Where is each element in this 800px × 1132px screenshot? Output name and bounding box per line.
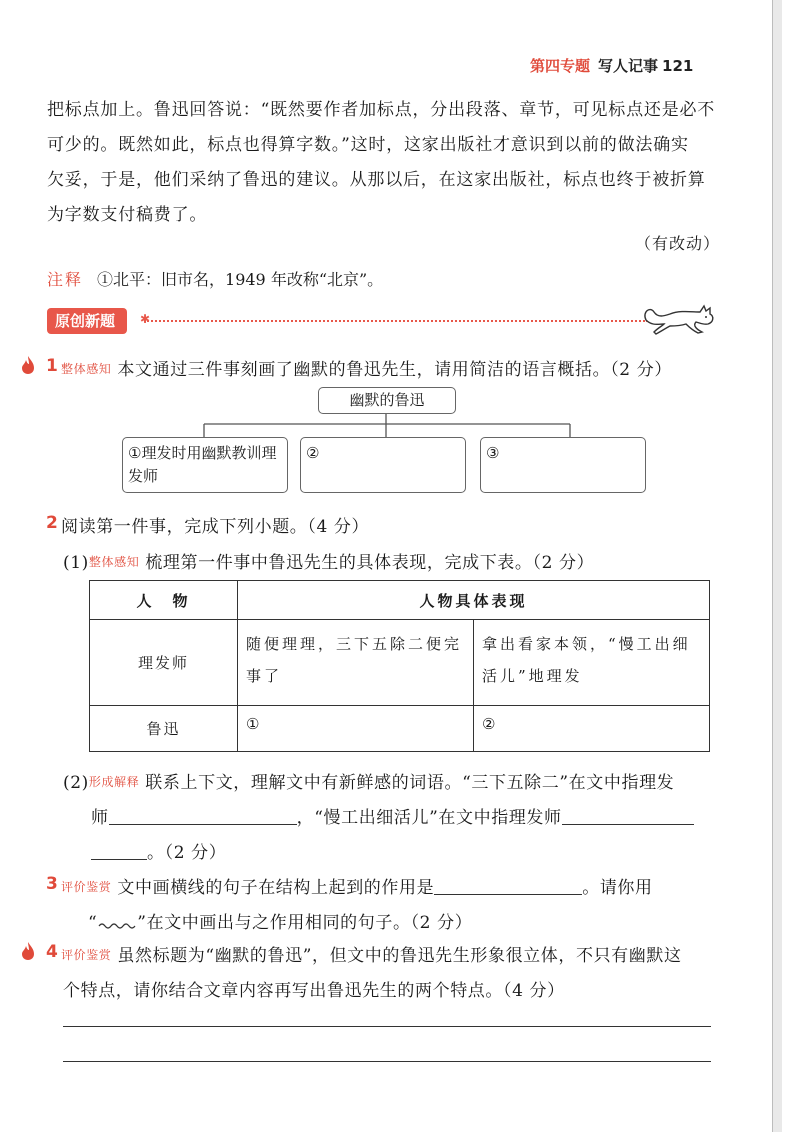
table-header-person: 人 物	[90, 581, 238, 620]
mindmap-branch-1: ①理发时用幽默教训理发师	[122, 437, 288, 493]
question-2-2-text-c: 。（2 分）	[147, 843, 227, 863]
mindmap-root: 幽默的鲁迅	[318, 387, 456, 414]
question-number-1: 1	[46, 356, 58, 376]
answer-blank[interactable]	[562, 808, 694, 825]
table-answer-cell[interactable]: ①	[238, 706, 474, 752]
answer-line[interactable]	[63, 1026, 711, 1027]
question-2-2-line-1	[63, 768, 674, 793]
table-cell-person: 理发师	[90, 620, 238, 706]
table-cell-person: 鲁迅	[90, 706, 238, 752]
behavior-table	[89, 580, 710, 752]
question-2-1-tag: 整体感知	[88, 555, 140, 569]
section-banner: 原创新题	[47, 308, 127, 334]
footnote-label: 注释	[47, 270, 84, 289]
question-2-2-text-b: ，“慢工出细活儿”在文中指理发师	[296, 808, 562, 828]
table-answer-cell[interactable]: ②	[474, 706, 710, 752]
question-4-tag: 评价鉴赏	[61, 948, 112, 962]
answer-blank[interactable]	[91, 843, 147, 860]
question-2-text: 阅读第一件事，完成下列小题。（4 分）	[61, 517, 370, 537]
passage-line-2: 可少的。既然如此，标点也得算字数。”这时，这家出版社才意识到以前的做法确实	[47, 135, 689, 155]
question-2-2-line-2	[91, 803, 694, 828]
passage-line-1: 把标点加上。鲁迅回答说：“既然要作者加标点，分出段落、章节，可见标点还是必不	[47, 100, 716, 120]
question-3-text-d: ”在文中画出与之作用相同的句子。（2 分）	[137, 913, 473, 933]
question-3-text-c: “	[88, 913, 98, 933]
table-row	[90, 620, 710, 706]
question-4-text-a: 虽然标题为“幽默的鲁迅”，但文中的鲁迅先生形象很立体，不只有幽默这	[117, 946, 682, 966]
passage-line-4: 为字数支付稿费了。	[47, 205, 208, 225]
footnote-text: ①北平：旧市名，1949 年改称“北京”。	[97, 270, 384, 289]
answer-blank[interactable]	[434, 878, 582, 895]
question-2-1-prefix: (1)	[63, 553, 89, 573]
question-number-2: 2	[46, 513, 58, 533]
table-row	[90, 706, 710, 752]
question-3-text-a: 文中画横线的句子在结构上起到的作用是	[117, 878, 435, 898]
table-cell: 拿出看家本领，“慢工出细活儿”地理发	[474, 620, 710, 706]
question-2-2-line-3	[91, 838, 226, 863]
question-number-4: 4	[46, 942, 58, 962]
question-4-line-2: 个特点，请你结合文章内容再写出鲁迅先生的两个特点。（4 分）	[63, 981, 565, 1001]
passage-line-3: 欠妥，于是，他们采纳了鲁迅的建议。从那以后，在这家出版社，标点也终于被折算	[47, 170, 706, 190]
question-2-2-text-a: 师	[91, 808, 109, 828]
question-3-line-2	[88, 908, 472, 933]
question-2-2-prefix: (2)	[63, 773, 89, 793]
question-3-text-b: 。请你用	[582, 878, 653, 898]
question-2-1-prompt: 梳理第一件事中鲁迅先生的具体表现，完成下表。（2 分）	[145, 553, 595, 573]
table-header-behavior: 人物具体表现	[238, 581, 710, 620]
question-number-3: 3	[46, 874, 58, 894]
wavy-line-icon	[97, 920, 137, 930]
header-title: 写人记事	[598, 57, 659, 75]
question-4-line-1	[61, 941, 682, 966]
table-cell: 随便理理，三下五除二便完事了	[238, 620, 474, 706]
header-topic: 第四专题	[530, 57, 591, 75]
question-1-prompt: 本文通过三件事刻画了幽默的鲁迅先生，请用简洁的语言概括。（2 分）	[117, 360, 672, 380]
revised-note: （有改动）	[635, 234, 721, 253]
difficulty-flame-icon	[22, 942, 34, 960]
mindmap-connectors	[0, 0, 800, 500]
question-2-2-tag: 形成解释	[88, 775, 140, 789]
mindmap-branch-2[interactable]: ②	[300, 437, 466, 493]
mindmap-branch-3[interactable]: ③	[480, 437, 646, 493]
banner-star-icon: ✱	[140, 312, 151, 326]
answer-blank[interactable]	[109, 808, 297, 825]
question-1-tag: 整体感知	[61, 362, 112, 376]
answer-line[interactable]	[63, 1061, 711, 1062]
page-number: 121	[662, 57, 694, 75]
question-3-tag: 评价鉴赏	[61, 880, 112, 894]
question-2-1-text	[63, 548, 594, 573]
question-2-2-prompt: 联系上下文，理解文中有新鲜感的词语。“三下五除二”在文中指理发	[145, 773, 675, 793]
question-3-line-1	[61, 873, 653, 898]
